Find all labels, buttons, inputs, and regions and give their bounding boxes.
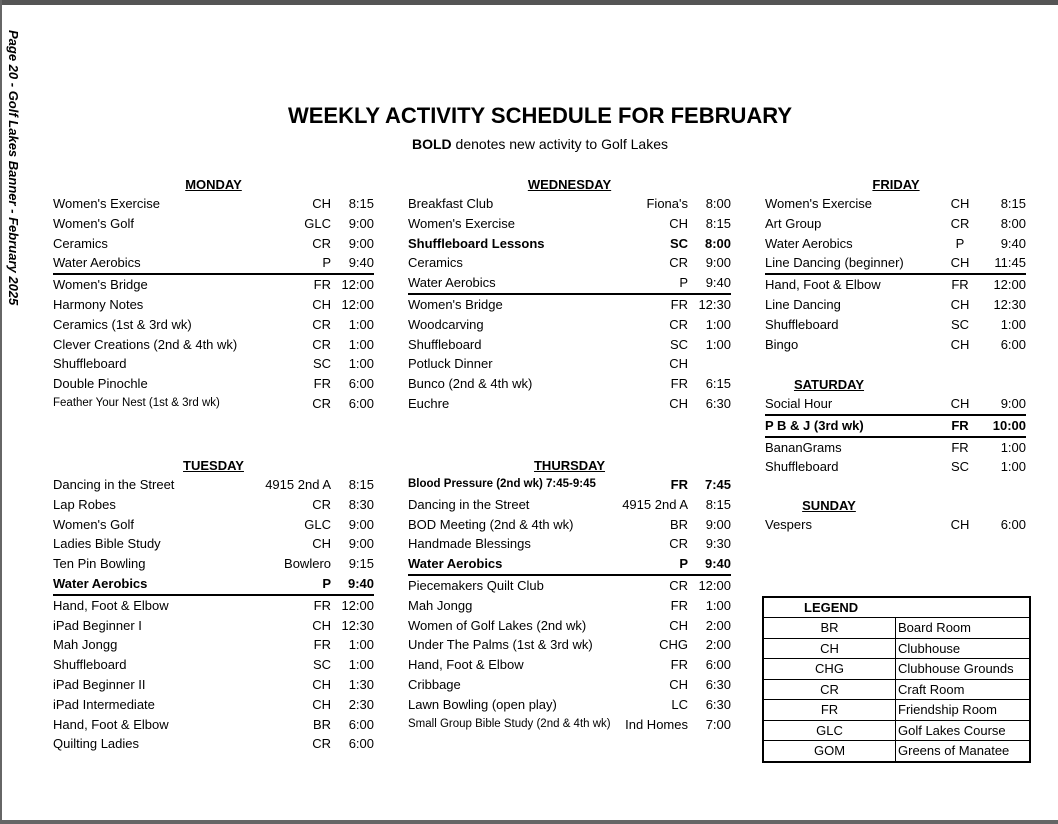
top-border <box>0 0 1058 5</box>
wednesday-activity-row <box>408 194 731 214</box>
activity-name: Shuffleboard <box>53 657 127 673</box>
activity-time: 1:30 <box>348 676 374 692</box>
activity-time: 12:30 <box>993 296 1026 312</box>
activity-location: CH <box>312 196 331 211</box>
activity-location: CH <box>312 296 331 312</box>
activity-name: Feather Your Nest (1st & 3rd wk) <box>53 396 220 409</box>
wednesday-activity-row <box>408 253 731 273</box>
activity-time: 9:00 <box>348 516 374 532</box>
activity-time: 9:00 <box>705 516 731 532</box>
activity-time: 6:30 <box>705 395 731 411</box>
activity-time: 9:00 <box>1000 396 1026 411</box>
activity-time: 8:15 <box>348 196 374 211</box>
monday-activity-row <box>53 253 374 275</box>
activity-location: CH <box>950 336 970 352</box>
activity-time: 12:00 <box>341 277 374 293</box>
thursday-activity-row <box>408 695 731 715</box>
activity-name: Line Dancing (beginner) <box>765 255 904 271</box>
activity-time: 1:00 <box>705 336 731 352</box>
activity-location: CR <box>312 316 331 332</box>
monday-activity-row <box>53 354 374 374</box>
activity-location: FR <box>951 417 969 433</box>
activity-name: Women's Golf <box>53 215 134 231</box>
activity-name: Water Aerobics <box>765 235 853 251</box>
activity-location: SC <box>669 336 688 352</box>
activity-time: 8:00 <box>705 196 731 211</box>
activity-location: CH <box>950 396 970 411</box>
legend-row <box>764 741 1029 761</box>
activity-time: 1:00 <box>348 336 374 352</box>
activity-time: 6:30 <box>705 696 731 712</box>
activity-name: Ceramics <box>408 255 463 271</box>
activity-name: iPad Beginner I <box>53 617 142 633</box>
activity-name: Clever Creations (2nd & 4th wk) <box>53 336 238 352</box>
tuesday-activity-row <box>53 495 374 515</box>
activity-name: Shuffleboard <box>765 316 839 332</box>
wednesday-activity-row <box>408 335 731 355</box>
legend-code: CR <box>764 680 896 700</box>
activity-location: CHG <box>659 637 688 653</box>
activity-location: CH <box>669 395 688 411</box>
legend-row <box>764 721 1029 742</box>
activity-location: P <box>322 575 331 591</box>
legend-location-name: Golf Lakes Course <box>898 722 1006 738</box>
activity-time: 6:00 <box>705 657 731 673</box>
sunday-section <box>765 497 1026 535</box>
activity-name: BananGrams <box>765 439 842 455</box>
activity-time: 6:00 <box>348 716 374 732</box>
activity-time: 9:00 <box>705 255 731 271</box>
activity-name: Ten Pin Bowling <box>53 556 146 572</box>
wednesday-activity-row <box>408 315 731 335</box>
activity-name: Lap Robes <box>53 496 116 512</box>
activity-location: Ind Homes <box>625 716 688 732</box>
activity-name: Water Aerobics <box>408 556 503 572</box>
activity-time: 1:00 <box>705 316 731 332</box>
legend-row <box>764 659 1029 680</box>
activity-name: Mah Jongg <box>408 597 473 613</box>
wednesday-activity-row <box>408 234 731 254</box>
activity-location: CH <box>312 676 331 692</box>
thursday-activity-row <box>408 635 731 655</box>
legend-location-name: Craft Room <box>898 681 965 697</box>
activity-name: Bunco (2nd & 4th wk) <box>408 376 533 392</box>
legend-code: GLC <box>764 721 896 741</box>
activity-location: CR <box>312 235 331 251</box>
activity-location: CH <box>669 676 688 692</box>
activity-name: Under The Palms (1st & 3rd wk) <box>408 637 593 653</box>
activity-location: CH <box>950 517 970 532</box>
monday-activity-row <box>53 295 374 315</box>
thursday-section <box>408 457 731 734</box>
wednesday-activity-row <box>408 354 731 374</box>
activity-time: 6:00 <box>1000 336 1026 352</box>
activity-location: CH <box>312 696 331 712</box>
activity-name: Euchre <box>408 395 450 411</box>
saturday-activity-row <box>765 457 1026 477</box>
saturday-section <box>765 376 1026 477</box>
legend-code: CHG <box>764 659 896 679</box>
friday-activity-row <box>765 295 1026 315</box>
legend-code: GOM <box>764 741 896 761</box>
legend-code: BR <box>764 618 896 638</box>
activity-time: 12:00 <box>698 577 731 593</box>
activity-name: Ceramics <box>53 235 108 251</box>
activity-time: 1:00 <box>1000 439 1026 455</box>
activity-name: Women's Bridge <box>53 277 148 293</box>
tuesday-activity-row <box>53 635 374 655</box>
activity-time: 8:00 <box>1000 215 1026 231</box>
legend-location-name: Board Room <box>898 620 971 635</box>
monday-activity-row <box>53 374 374 394</box>
activity-location: GLC <box>304 516 331 532</box>
activity-location: CH <box>950 255 970 271</box>
activity-time: 1:00 <box>1000 459 1026 475</box>
thursday-activity-row <box>408 495 731 515</box>
activity-location: SC <box>950 316 970 332</box>
activity-time: 9:40 <box>348 255 374 271</box>
activity-location: Fiona's <box>646 196 688 211</box>
activity-name: Bingo <box>765 336 799 352</box>
tuesday-activity-row <box>53 655 374 675</box>
subtitle-bold-word: BOLD <box>411 136 452 152</box>
activity-time: 6:30 <box>705 676 731 692</box>
activity-time: 12:00 <box>993 277 1026 293</box>
sunday-heading: SUNDAY <box>802 498 856 513</box>
saturday-activity-row <box>765 438 1026 458</box>
activity-name: Women of Golf Lakes (2nd wk) <box>408 617 587 633</box>
activity-location: FR <box>670 477 688 492</box>
activity-time: 1:00 <box>348 316 374 332</box>
bottom-border <box>0 820 1058 824</box>
activity-time: 6:00 <box>348 376 374 392</box>
activity-name: Ladies Bible Study <box>53 536 161 552</box>
page-subtitle <box>0 136 1058 152</box>
activity-time: 8:00 <box>704 235 731 251</box>
activity-location: P <box>679 275 688 291</box>
activity-location: FR <box>313 376 331 392</box>
activity-time: 1:00 <box>348 356 374 372</box>
activity-name: Cribbage <box>408 676 461 692</box>
friday-activity-row <box>765 275 1026 295</box>
monday-activity-row <box>53 315 374 335</box>
thursday-activity-row <box>408 596 731 616</box>
legend-location-name: Friendship Room <box>898 702 997 717</box>
activity-location: CR <box>669 577 688 593</box>
legend-location-name: Clubhouse <box>898 640 961 656</box>
activity-name: Art Group <box>765 215 822 231</box>
tuesday-activity-row <box>53 695 374 715</box>
activity-time: 1:00 <box>705 597 731 613</box>
monday-heading: MONDAY <box>185 177 242 192</box>
activity-time: 12:30 <box>341 617 374 633</box>
tuesday-activity-row <box>53 616 374 636</box>
activity-name: iPad Beginner II <box>53 676 146 692</box>
activity-location: SC <box>312 657 331 673</box>
activity-time: 12:00 <box>341 296 374 312</box>
subtitle-rest: denotes new activity to Golf Lakes <box>451 136 668 152</box>
activity-time: 12:00 <box>341 597 374 613</box>
friday-activity-row <box>765 315 1026 335</box>
activity-location: CH <box>669 215 688 231</box>
activity-location: FR <box>670 657 688 673</box>
activity-time: 8:15 <box>705 496 731 512</box>
activity-name: Mah Jongg <box>53 637 118 653</box>
tuesday-section <box>53 457 374 754</box>
activity-name: Shuffleboard Lessons <box>408 235 545 251</box>
activity-name: Shuffleboard <box>53 356 127 372</box>
thursday-activity-row <box>408 675 731 695</box>
activity-name: Blood Pressure (2nd wk) 7:45-9:45 <box>408 478 596 490</box>
thursday-activity-row <box>408 616 731 636</box>
thursday-activity-row <box>408 576 731 596</box>
activity-name: Vespers <box>765 517 812 532</box>
activity-name: Hand, Foot & Elbow <box>408 657 524 673</box>
wednesday-activity-row <box>408 214 731 234</box>
activity-location: 4915 2nd A <box>622 496 688 512</box>
activity-location: FR <box>670 296 688 312</box>
tuesday-heading: TUESDAY <box>183 458 244 473</box>
activity-name: Hand, Foot & Elbow <box>765 277 881 293</box>
legend-heading: LEGEND <box>764 598 1029 618</box>
activity-name: Water Aerobics <box>53 255 141 271</box>
saturday-heading: SATURDAY <box>793 377 865 392</box>
activity-time: 6:15 <box>705 376 731 392</box>
activity-time: 8:15 <box>705 215 731 231</box>
wednesday-activity-row <box>408 394 731 414</box>
activity-location: FR <box>670 597 688 613</box>
page-title: WEEKLY ACTIVITY SCHEDULE FOR FEBRUARY <box>287 103 792 128</box>
activity-location: FR <box>313 597 331 613</box>
monday-activity-row <box>53 275 374 295</box>
activity-time: 7:45 <box>704 477 731 492</box>
thursday-activity-row <box>408 715 731 735</box>
activity-location: FR <box>313 637 331 653</box>
activity-location: SC <box>312 356 331 372</box>
activity-time: 9:15 <box>348 556 374 572</box>
activity-time: 8:15 <box>1000 196 1026 211</box>
activity-time: 6:00 <box>348 736 374 752</box>
monday-activity-row <box>53 214 374 234</box>
legend-row <box>764 680 1029 701</box>
activity-name: Ceramics (1st & 3rd wk) <box>53 316 192 332</box>
activity-name: P B & J (3rd wk) <box>765 417 864 433</box>
activity-location: CH <box>312 617 331 633</box>
activity-location: LC <box>671 696 688 712</box>
activity-location: BR <box>669 516 688 532</box>
wednesday-activity-row <box>408 374 731 394</box>
tuesday-activity-row <box>53 675 374 695</box>
activity-time: 9:00 <box>348 235 374 251</box>
activity-location: CR <box>312 395 331 411</box>
activity-location: CH <box>669 617 688 633</box>
activity-name: Small Group Bible Study (2nd & 4th wk) <box>408 717 611 730</box>
wednesday-heading: WEDNESDAY <box>527 177 612 192</box>
activity-name: Water Aerobics <box>408 275 496 291</box>
activity-name: Social Hour <box>765 396 833 411</box>
activity-name: Women's Exercise <box>765 196 872 211</box>
monday-activity-row <box>53 234 374 254</box>
activity-name: Shuffleboard <box>765 459 839 475</box>
activity-name: Women's Bridge <box>408 296 503 312</box>
activity-location: CH <box>669 356 688 372</box>
friday-section <box>765 176 1026 354</box>
legend-row <box>764 618 1029 639</box>
tuesday-activity-row <box>53 574 374 596</box>
activity-location: 4915 2nd A <box>265 477 331 492</box>
activity-time: 9:00 <box>348 536 374 552</box>
activity-location: CR <box>312 496 331 512</box>
activity-name: Lawn Bowling (open play) <box>408 696 557 712</box>
saturday-activity-row <box>765 394 1026 416</box>
wednesday-activity-row <box>408 295 731 315</box>
activity-location: FR <box>951 277 969 293</box>
activity-location: CR <box>669 316 688 332</box>
activity-location: CR <box>312 336 331 352</box>
legend-table <box>762 596 1031 763</box>
friday-activity-row <box>765 253 1026 275</box>
activity-time: 6:00 <box>348 395 374 411</box>
sunday-activity-row <box>765 515 1026 535</box>
thursday-heading: THURSDAY <box>533 458 606 473</box>
activity-location: CR <box>669 536 688 552</box>
thursday-activity-row <box>408 534 731 554</box>
thursday-activity-row <box>408 554 731 576</box>
activity-name: Potluck Dinner <box>408 356 493 372</box>
monday-activity-row <box>53 194 374 214</box>
activity-name: Women's Exercise <box>408 215 515 231</box>
activity-time: 10:00 <box>992 417 1026 433</box>
activity-name: Hand, Foot & Elbow <box>53 597 169 613</box>
activity-name: Piecemakers Quilt Club <box>408 577 544 593</box>
activity-location: FR <box>313 277 331 293</box>
activity-time: 2:30 <box>348 696 374 712</box>
activity-location: Bowlero <box>284 556 331 572</box>
monday-activity-row <box>53 394 374 414</box>
activity-time: 2:00 <box>705 637 731 653</box>
activity-name: Quilting Ladies <box>53 736 139 752</box>
activity-name: Water Aerobics <box>53 575 148 591</box>
friday-activity-row <box>765 335 1026 355</box>
activity-name: BOD Meeting (2nd & 4th wk) <box>408 516 574 532</box>
legend-location-name: Clubhouse Grounds <box>898 661 1014 676</box>
activity-time: 12:30 <box>698 296 731 312</box>
monday-section <box>53 176 374 414</box>
legend-code: CH <box>764 639 896 659</box>
activity-time: 2:00 <box>705 617 731 633</box>
friday-activity-row <box>765 214 1026 234</box>
tuesday-activity-row <box>53 515 374 535</box>
activity-note: (1st & 3rd wk) <box>145 396 220 409</box>
activity-time: 8:15 <box>348 477 374 492</box>
activity-location: P <box>679 556 688 572</box>
page-footer-vertical: Page 20 - Golf Lakes Banner - February 2025 <box>6 30 21 306</box>
activity-name: Dancing in the Street <box>408 496 530 512</box>
activity-location: BR <box>312 716 331 732</box>
activity-location: FR <box>951 439 969 455</box>
activity-location: SC <box>669 235 688 251</box>
activity-name: iPad Intermediate <box>53 696 155 712</box>
activity-location: CH <box>950 296 970 312</box>
activity-location: FR <box>670 376 688 392</box>
activity-name: Harmony Notes <box>53 296 144 312</box>
legend-location-name: Greens of Manatee <box>898 743 1010 758</box>
legend-row <box>764 700 1029 721</box>
activity-name: Dancing in the Street <box>53 477 175 492</box>
activity-name: Line Dancing <box>765 296 841 312</box>
activity-location: CH <box>312 536 331 552</box>
activity-time: 9:40 <box>705 275 731 291</box>
wednesday-section <box>408 176 731 414</box>
legend-code: FR <box>764 700 896 720</box>
thursday-activity-row <box>408 515 731 535</box>
wednesday-activity-row <box>408 273 731 295</box>
activity-time: 9:40 <box>704 556 731 572</box>
activity-time: 1:00 <box>348 657 374 673</box>
activity-time: 9:30 <box>705 536 731 552</box>
activity-name: Woodcarving <box>408 316 484 332</box>
tuesday-activity-row <box>53 715 374 735</box>
friday-activity-row <box>765 194 1026 214</box>
activity-time: 6:00 <box>1000 517 1026 532</box>
activity-time: 9:00 <box>348 215 374 231</box>
friday-activity-row <box>765 234 1026 254</box>
tuesday-activity-row <box>53 475 374 495</box>
friday-heading: FRIDAY <box>872 177 920 192</box>
tuesday-activity-row <box>53 734 374 754</box>
activity-location: CR <box>950 215 970 231</box>
activity-time: 9:40 <box>1000 235 1026 251</box>
tuesday-activity-row <box>53 554 374 574</box>
activity-name: Hand, Foot & Elbow <box>53 716 169 732</box>
thursday-activity-row <box>408 475 731 495</box>
activity-name: Double Pinochle <box>53 376 148 392</box>
saturday-activity-row <box>765 416 1026 438</box>
tuesday-activity-row <box>53 596 374 616</box>
legend-row <box>764 639 1029 660</box>
activity-time: 8:30 <box>348 496 374 512</box>
activity-location: P <box>322 255 331 271</box>
activity-name: Shuffleboard <box>408 336 482 352</box>
activity-location: CH <box>950 196 970 211</box>
activity-note: (2nd wk) 7:45-9:45 <box>493 478 596 490</box>
activity-time: 11:45 <box>994 255 1026 271</box>
activity-name: Women's Golf <box>53 516 134 532</box>
activity-name: Handmade Blessings <box>408 536 531 552</box>
activity-time: 7:00 <box>705 716 731 732</box>
activity-location: CR <box>312 736 331 752</box>
monday-activity-row <box>53 335 374 355</box>
activity-location: P <box>955 235 965 251</box>
activity-name: Breakfast Club <box>408 196 494 211</box>
activity-time: 9:40 <box>347 575 374 591</box>
activity-time: 1:00 <box>1000 316 1026 332</box>
activity-name: Women's Exercise <box>53 196 160 211</box>
activity-location: GLC <box>304 215 331 231</box>
activity-time: 1:00 <box>348 637 374 653</box>
tuesday-activity-row <box>53 534 374 554</box>
thursday-activity-row <box>408 655 731 675</box>
activity-location: SC <box>950 459 970 475</box>
activity-location: CR <box>669 255 688 271</box>
